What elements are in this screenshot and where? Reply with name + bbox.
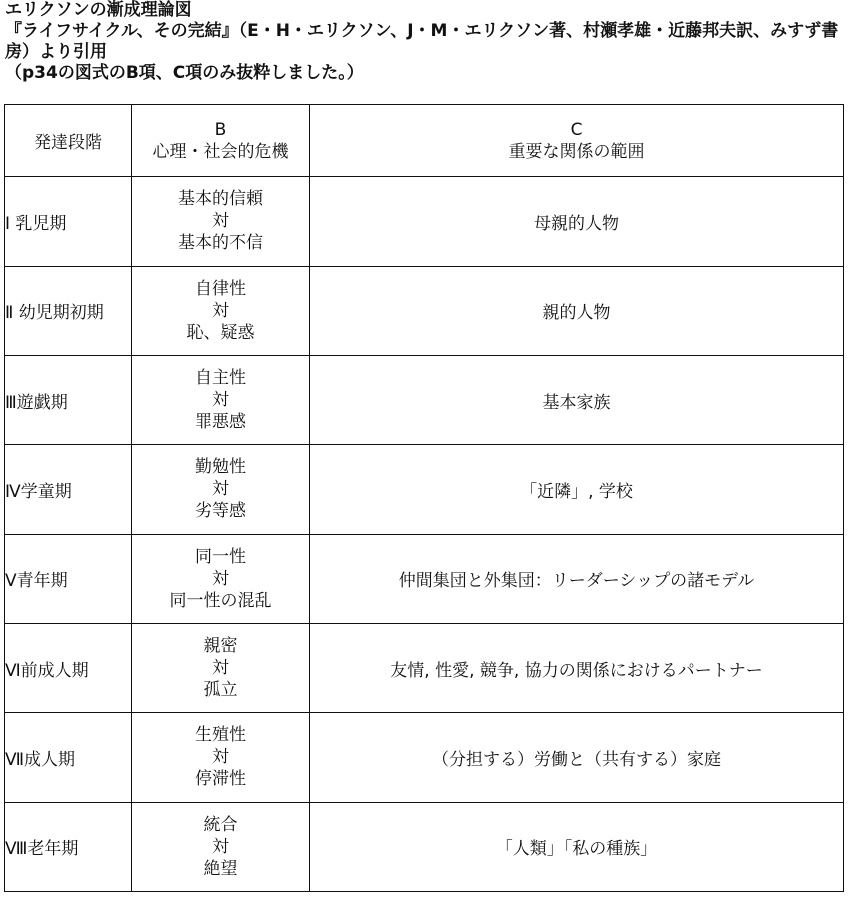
table-row: [5, 623, 844, 712]
crisis-versus: 対: [212, 836, 229, 857]
crisis-positive: 基本的信頼: [178, 189, 263, 210]
stage-cell: Ⅵ前成人期: [5, 623, 132, 712]
relation-cell: 仲間集団と外集団：リーダーシップの諸モデル: [310, 534, 844, 623]
crisis-negative: 劣等感: [195, 501, 246, 522]
header-crisis-letter: B: [214, 119, 227, 140]
crisis-cell: [132, 802, 310, 891]
crisis-cell: [132, 266, 310, 355]
relation-cell: 母親的人物: [310, 177, 844, 266]
stage-cell: Ⅴ青年期: [5, 534, 132, 623]
crisis-cell: [132, 713, 310, 802]
crisis-versus: 対: [212, 479, 229, 500]
relation-cell: 基本家族: [310, 355, 844, 444]
document-header: [5, 0, 845, 84]
relation-cell: 「人類」「私の種族」: [310, 802, 844, 891]
relation-cell: 「近隣」, 学校: [310, 445, 844, 534]
crisis-negative: 恥、疑惑: [186, 322, 255, 343]
crisis-negative: 基本的不信: [178, 233, 263, 254]
crisis-positive: 自主性: [195, 368, 246, 389]
crisis-positive: 親密: [203, 636, 238, 657]
table-row: [5, 534, 844, 623]
crisis-versus: 対: [212, 568, 229, 589]
crisis-cell: [132, 177, 310, 266]
crisis-positive: 同一性: [195, 546, 246, 567]
crisis-versus: 対: [212, 390, 229, 411]
crisis-positive: 統合: [203, 814, 238, 835]
crisis-cell: [132, 623, 310, 712]
crisis-negative: 孤立: [203, 680, 238, 701]
crisis-negative: 同一性の混乱: [169, 590, 272, 611]
table-row: [5, 713, 844, 802]
header-relation-label: 重要な関係の範囲: [508, 141, 645, 162]
header-stage: 発達段階: [5, 105, 132, 177]
crisis-versus: 対: [212, 211, 229, 232]
crisis-positive: 勤勉性: [195, 457, 246, 478]
crisis-versus: 対: [212, 658, 229, 679]
crisis-versus: 対: [212, 747, 229, 768]
relation-cell: 親的人物: [310, 266, 844, 355]
erikson-stage-table: [4, 104, 844, 892]
table-row: [5, 802, 844, 891]
table-row: [5, 355, 844, 444]
header-crisis: [132, 105, 310, 177]
stage-cell: Ⅶ成人期: [5, 713, 132, 802]
stage-cell: Ⅱ 幼児期初期: [5, 266, 132, 355]
document-title: エリクソンの漸成理論図: [5, 0, 192, 20]
crisis-negative: 絶望: [203, 858, 238, 879]
stage-cell: Ⅷ老年期: [5, 802, 132, 891]
crisis-cell: [132, 445, 310, 534]
crisis-cell: [132, 534, 310, 623]
crisis-positive: 自律性: [195, 278, 246, 299]
crisis-versus: 対: [212, 300, 229, 321]
excerpt-note: （p34の図式のB項、C項のみ抜粋しました。）: [5, 63, 364, 83]
header-relation: [310, 105, 844, 177]
table-row: [5, 266, 844, 355]
crisis-cell: [132, 355, 310, 444]
stage-cell: Ⅰ 乳児期: [5, 177, 132, 266]
table-row: [5, 445, 844, 534]
crisis-negative: 罪悪感: [195, 412, 246, 433]
header-relation-letter: C: [570, 119, 583, 140]
crisis-negative: 停滞性: [195, 769, 246, 790]
header-crisis-label: 心理・社会的危機: [152, 141, 289, 162]
stage-cell: Ⅲ遊戯期: [5, 355, 132, 444]
relation-cell: （分担する）労働と（共有する）家庭: [310, 713, 844, 802]
table-header-row: [5, 105, 844, 177]
relation-cell: 友情, 性愛, 競争, 協力の関係におけるパートナー: [310, 623, 844, 712]
table-row: [5, 177, 844, 266]
source-citation: 『ライフサイクル、その完結』（E・H・エリクソン、J・M・エリクソン著、村瀬孝雄・近藤邦夫訳、みすず書房）より引用: [5, 21, 839, 62]
crisis-positive: 生殖性: [195, 725, 246, 746]
stage-cell: Ⅳ学童期: [5, 445, 132, 534]
